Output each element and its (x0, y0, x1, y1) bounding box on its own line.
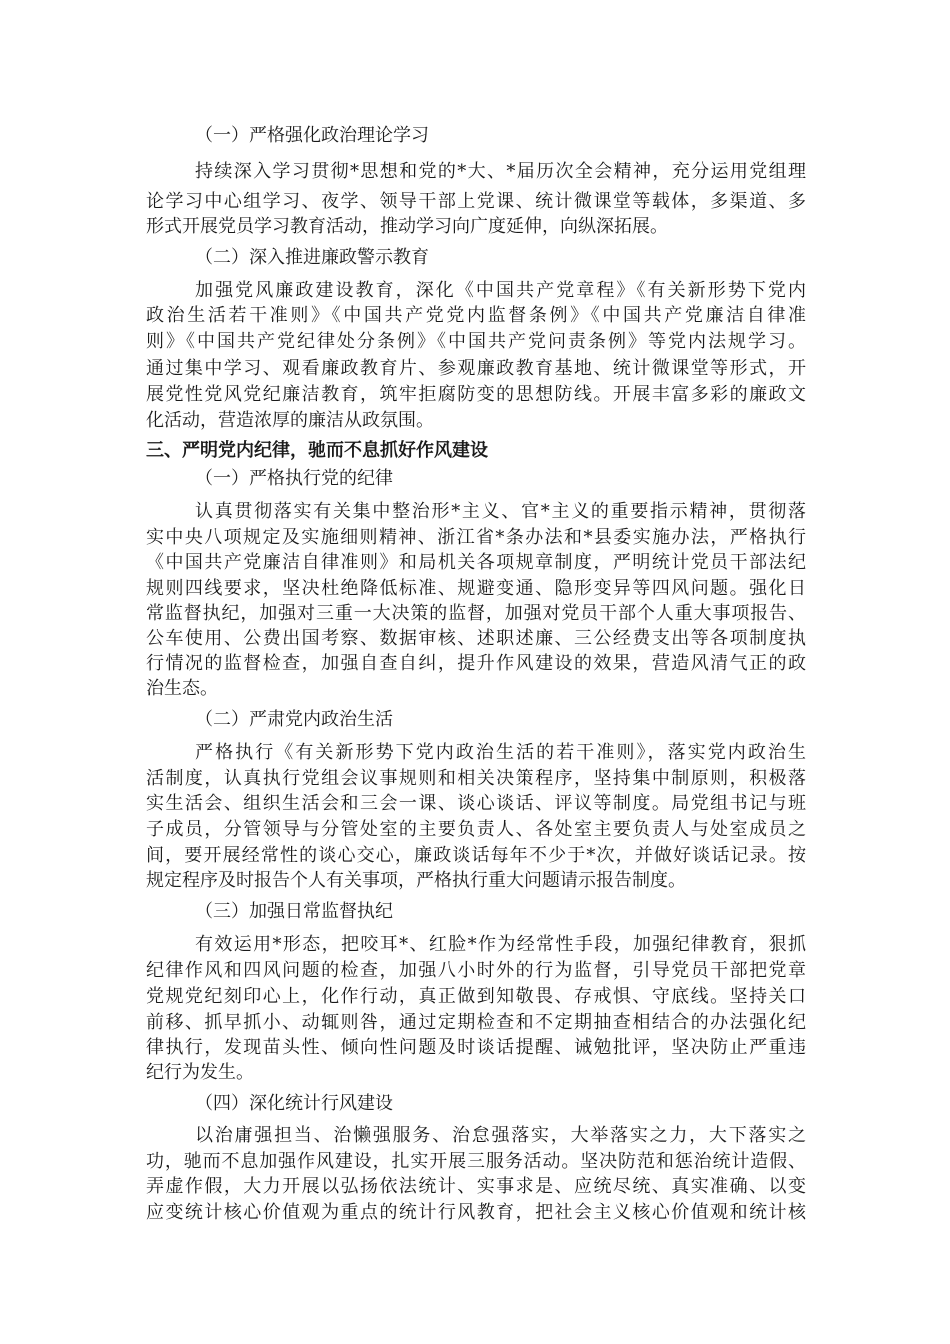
paragraph-line: 行情况的监督检查，加强自查自纠，提升作风建设的效果，营造风清气正的政 (146, 653, 806, 674)
paragraph-line: 形式开展党员学习教育活动，推动学习向广度延伸，向纵深拓展。 (146, 216, 668, 237)
paragraph-line: 规定程序及时报告个人有关事项，严格执行重大问题请示报告制度。 (146, 870, 686, 891)
paragraph-line: 以治庸强担当、治懒强服务、治怠强落实，大举落实之力，大下落实之 (195, 1125, 806, 1146)
paragraph-line: 应变统计核心价值观为重点的统计行风教育，把社会主义核心价值观和统计核 (146, 1202, 806, 1223)
paragraph-line: 论学习中心组学习、夜学、领导干部上党课、统计微课堂等载体，多渠道、多 (146, 191, 806, 212)
paragraph-line: 弄虚作假，大力开展以弘扬依法统计、实事求是、应统尽统、真实准确、以变 (146, 1176, 806, 1197)
paragraph-line: 律执行，发现苗头性、倾向性问题及时谈话提醒、诫勉批评，坚决防止严重违 (146, 1037, 806, 1058)
paragraph-line: 规则四线要求，坚决杜绝降低标准、规避变通、隐形变异等四风问题。强化日 (146, 578, 806, 599)
paragraph-line: 公车使用、公费出国考察、数据审核、述职述廉、三公经费支出等各项制度执 (146, 628, 806, 649)
subheading-daily-supervision: （三）加强日常监督执纪 (195, 901, 393, 922)
paragraph-line: 加强党风廉政建设教育，深化《中国共产党章程》《有关新形势下党内 (195, 280, 806, 301)
paragraph-line: 化活动，营造浓厚的廉洁从政氛围。 (146, 410, 434, 431)
subheading-political-life: （二）严肃党内政治生活 (195, 709, 393, 730)
paragraph-line: 纪行为发生。 (146, 1062, 254, 1083)
paragraph-line: 子成员，分管领导与分管处室的主要负责人、各处室主要负责人与处室成员之 (146, 819, 806, 840)
paragraph-line: 党规党纪刻印心上，化作行动，真正做到知敬畏、存戒惧、守底线。坚持关口 (146, 986, 806, 1007)
paragraph-line: 实生活会、组织生活会和三会一课、谈心谈话、评议等制度。局党组书记与班 (146, 793, 806, 814)
paragraph-line: 《中国共产党廉洁自律准则》和局机关各项规章制度，严明统计党员干部法纪 (146, 552, 806, 573)
paragraph-line: 持续深入学习贯彻*思想和党的*大、*届历次全会精神，充分运用党组理 (195, 161, 806, 182)
subheading-statistics-conduct: （四）深化统计行风建设 (195, 1093, 393, 1114)
paragraph-line: 功，驰而不息加强作风建设，扎实开展三服务活动。坚决防范和惩治统计造假、 (146, 1151, 806, 1172)
paragraph-line: 常监督执纪，加强对三重一大决策的监督，加强对党员干部个人重大事项报告、 (146, 603, 806, 624)
paragraph-line: 则》《中国共产党纪律处分条例》《中国共产党问责条例》等党内法规学习。 (146, 331, 806, 352)
subheading-party-discipline: （一）严格执行党的纪律 (195, 468, 393, 489)
section-heading-3: 三、严明党内纪律，驰而不息抓好作风建设 (146, 440, 488, 461)
paragraph-line: 活制度，认真执行党组会议事规则和相关决策程序，坚持集中制原则，积极落 (146, 768, 806, 789)
paragraph-line: 严格执行《有关新形势下党内政治生活的若干准则》，落实党内政治生 (195, 742, 806, 763)
subheading-integrity-education: （二）深入推进廉政警示教育 (195, 247, 429, 268)
paragraph-line: 实中央八项规定及实施细则精神、浙江省*条办法和*县委实施办法，严格执行 (146, 527, 806, 548)
paragraph-line: 展党性党风党纪廉洁教育，筑牢拒腐防变的思想防线。开展丰富多彩的廉政文 (146, 384, 806, 405)
paragraph-line: 有效运用*形态，把咬耳*、红脸*作为经常性手段，加强纪律教育，狠抓 (195, 934, 806, 955)
paragraph-line: 通过集中学习、观看廉政教育片、参观廉政教育基地、统计微课堂等形式，开 (146, 358, 806, 379)
paragraph-line: 政治生活若干准则》《中国共产党党内监督条例》《中国共产党廉洁自律准 (146, 305, 806, 326)
paragraph-line: 间，要开展经常性的谈心交心，廉政谈话每年不少于*次，并做好谈话记录。按 (146, 845, 806, 866)
paragraph-line: 认真贯彻落实有关集中整治形*主义、官*主义的重要指示精神，贯彻落 (195, 501, 806, 522)
paragraph-line: 纪律作风和四风问题的检查，加强八小时外的行为监督，引导党员干部把党章 (146, 960, 806, 981)
paragraph-line: 治生态。 (146, 678, 218, 699)
paragraph-line: 前移、抓早抓小、动辄则咎，通过定期检查和不定期抽查相结合的办法强化纪 (146, 1012, 806, 1033)
subheading-theory-study: （一）严格强化政治理论学习 (195, 125, 429, 146)
